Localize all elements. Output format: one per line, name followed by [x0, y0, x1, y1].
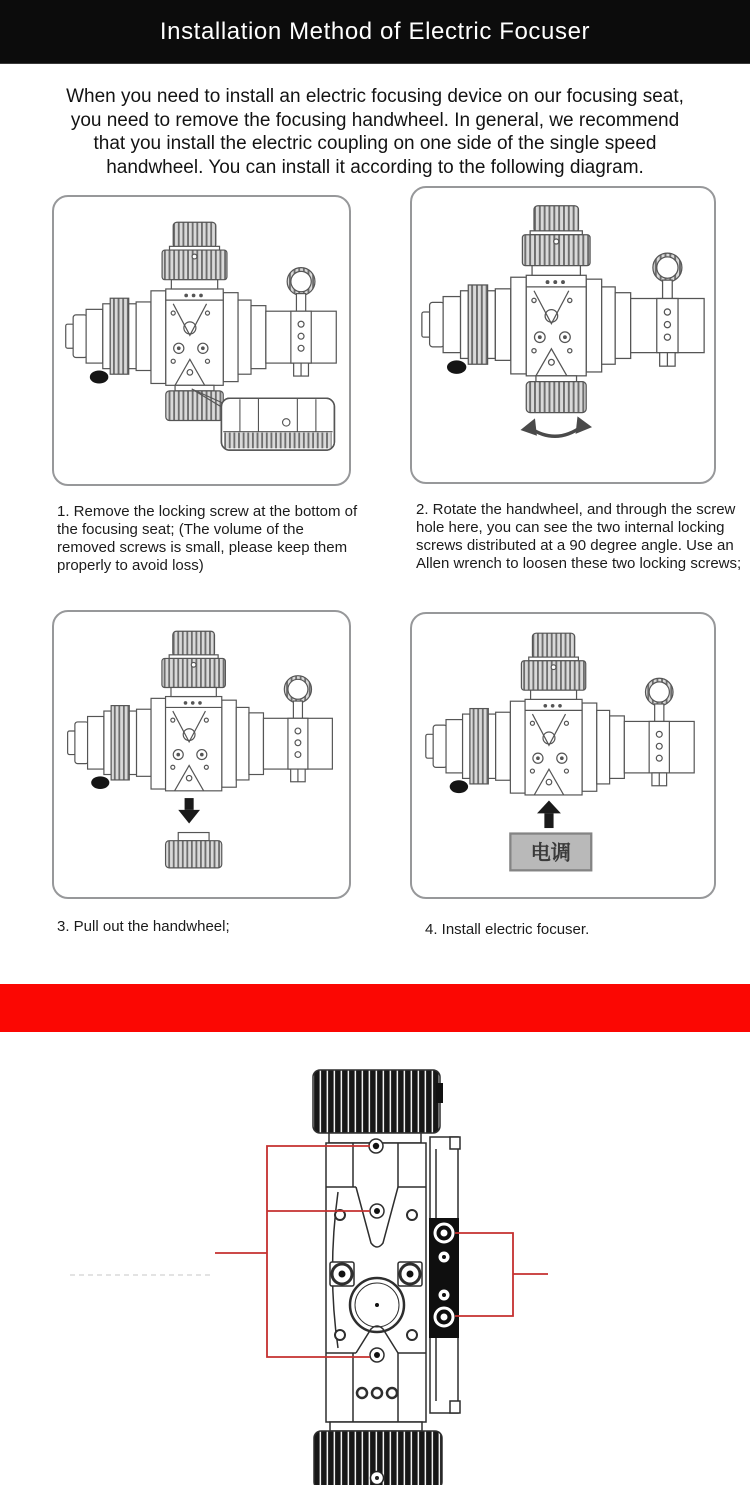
focuser-diagram-step2	[418, 196, 708, 459]
removed-handwheel	[166, 833, 222, 868]
intro-line: that you install the electric coupling on one side of the single speed	[93, 133, 657, 154]
right-callout-lines	[455, 1233, 548, 1316]
electric-focuser-label: 电调	[530, 842, 572, 865]
step-panel-1	[52, 195, 351, 486]
step-3-caption: 3. Pull out the handwheel;	[57, 918, 230, 935]
step-panel-2	[410, 186, 716, 484]
focuser-diagram-step3	[64, 622, 336, 869]
page-title: Installation Method of Electric Focuser	[159, 17, 591, 45]
focuser-diagram-step4	[422, 624, 698, 874]
step-panel-3	[52, 610, 351, 899]
step-1-caption: 1. Remove the locking screw at the bottom of the focusing seat; (The volume of the removed screws is small, please keep them properly to avoid loss)	[57, 503, 358, 574]
title-bar	[0, 0, 750, 64]
handwheel-inset	[221, 398, 334, 450]
intro-line: you need to remove the focusing handwheel. In general, we recommend	[70, 109, 680, 131]
step-panel-4	[410, 612, 716, 899]
focuser-bottom-view-diagram	[0, 1040, 750, 1485]
intro-paragraph	[30, 85, 720, 179]
focuser-diagram-step1	[62, 213, 340, 465]
step-2-caption: 2. Rotate the handwheel, and through the screw hole here, you can see the two internal locking screws distributed at a 90 degree angle. Use an Allen wrench to loosen these two locking screws;	[416, 501, 742, 572]
up-arrow-icon	[537, 800, 561, 828]
step-4-caption: 4. Install electric focuser.	[425, 921, 590, 938]
intro-line: handwheel. You can install it according to the following diagram.	[106, 156, 644, 178]
rotate-arrow-icon	[520, 416, 592, 436]
electric-focuser-label-box	[510, 834, 591, 871]
focuser-front-view	[313, 1070, 460, 1485]
red-divider-banner	[0, 984, 750, 1032]
intro-line: When you need to install an electric focusing device on our focusing seat,	[66, 86, 684, 107]
down-arrow-icon	[178, 798, 200, 823]
